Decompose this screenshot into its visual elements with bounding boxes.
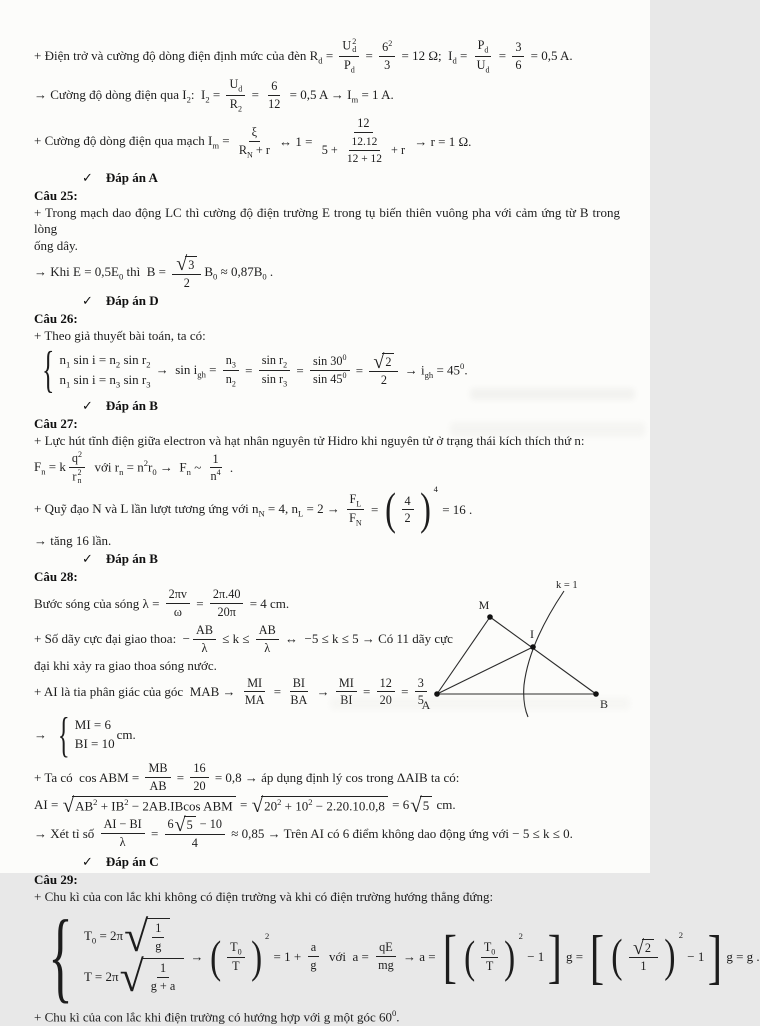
answer-label: Đáp án B bbox=[105, 398, 158, 413]
math-line: → Xét tỉ số $\frac{AI - BI}{\lambda}$ = 6 √ 5 − 10 4 ≈ 0,85 → Trên AI có 6 điểm không dao động ứng với − 5 ≤ k ≤ 0. bbox=[34, 813, 573, 851]
math-line: + Chu kì của con lắc khi điện trường có hướng hợp với g một góc $60^0$. bbox=[34, 1007, 400, 1025]
answer-line bbox=[82, 170, 620, 186]
answer-label: Đáp án C bbox=[105, 854, 159, 870]
math-line: + Quỹ đạo N và L lần lượt tương ứng với $n_N = 4$, $n_L = 2$ → $\frac{F_L}{F_N}$ = ( $\frac{4}{2}$ ) 4 = 16 . bbox=[34, 484, 473, 535]
question-heading: Câu 26: bbox=[34, 311, 78, 327]
check-icon: ✓ bbox=[82, 293, 93, 309]
check-icon: ✓ bbox=[82, 551, 93, 567]
point-B bbox=[593, 691, 599, 697]
text-line: + Theo giả thuyết bài toán, ta có: bbox=[34, 328, 206, 344]
diagram-label-I: I bbox=[530, 627, 534, 642]
answer-line bbox=[82, 293, 620, 309]
answer-label: Đáp án A bbox=[105, 170, 158, 186]
diagram-label-B: B bbox=[599, 697, 609, 712]
math-line: { $T_0 = 2\pi$ √ $\frac{1}{g}$ T = 2π √ $\frac{1}{g + a}$ → ( $\frac{T_0}{T}$ ) 2 = 1 + $\frac{a}{g}$ với a = $\frac{qE}{mg}$ → a = [ ( $\frac{T_0}{T}$ ) 2 − 1 ] g = [ ( √ 2 1 ) 2 − 1 ] g = g . bbox=[48, 899, 760, 1013]
check-icon: ✓ bbox=[82, 398, 93, 413]
segment-AI bbox=[437, 647, 533, 694]
segment-AM bbox=[437, 617, 490, 694]
segment-MB bbox=[490, 617, 596, 694]
text-line: đại khi xảy ra giao thoa sóng nước. bbox=[34, 657, 217, 673]
question-heading: Câu 29: bbox=[34, 872, 78, 887]
math-line: + AI là tia phân giác của góc MAB → $\frac{MI}{MA}$ = $\frac{BI}{BA}$ → $\frac{MI}{BI}$ = $\frac{12}{20}$ = $\frac{3}{5}$ bbox=[34, 675, 620, 710]
diagram-label-M: M bbox=[478, 598, 490, 613]
solutions-content bbox=[34, 36, 760, 1026]
hyperbola-k1-curve bbox=[524, 591, 564, 717]
solutions-section-top bbox=[34, 37, 620, 567]
math-line: → { MI = 6 BI = 10 cm. bbox=[34, 707, 136, 763]
diagram-label-A: A bbox=[421, 698, 431, 713]
math-line: → Khi $E = 0,5E_0$ thì B = √ 3 2 $B_0 \approx 0,87B_0$ . bbox=[34, 253, 274, 290]
math-line: $F_n = k$ $q^2$ r 2 n với $r_n = n^2r_0 \to F_n$ ~ $\frac{1}{n^4}$ . bbox=[34, 449, 234, 485]
math-line: { $n_1$ $\sin i = n_2$ $\sin r_2$ $n_1$ $\sin i = n_3$ $\sin r_3$ → $\sin i_{gh}$ = $\frac{n_3}{n_2}$ = $\frac{\sin r_2}{\sin r_3}$ = $\frac{\sin 30^0}{\sin 45^0}$ = √ 2 2 → $i_{gh} = 45^0$. bbox=[42, 342, 468, 398]
math-line: + Điện trở và cường độ dòng điện định mức của đèn $R_d$ = U 2 d $P_d$ = $\frac{6^2}{3}$ = 12 Ω; $I_d$ = $\frac{P_d}{U_d}$ = $\frac{3}{6}$ = 0,5 A. bbox=[34, 37, 573, 75]
check-icon: ✓ bbox=[82, 854, 93, 870]
question-heading: Câu 25: bbox=[34, 188, 78, 204]
answer-label: Đáp án B bbox=[105, 551, 158, 567]
solutions-section-bottom bbox=[34, 760, 760, 1025]
math-line: + Số dãy cực đại giao thoa: − $\frac{AB}{\lambda}$ ≤ k ≤ $\frac{AB}{\lambda}$ ↔ −5 ≤ k ≤ 5 → Có 11 dãy cực bbox=[34, 622, 453, 655]
text-line: + Chu kì của con lắc khi không có điện trường và khi có điện trường hướng thẳng đứng: bbox=[34, 888, 494, 904]
math-line: Bước sóng của sóng λ = $\frac{2\pi v}{\omega}$ = $\frac{2\pi.40}{20\pi}$ = 4 cm. bbox=[34, 587, 290, 619]
answer-label: Đáp án D bbox=[105, 293, 159, 309]
answer-line bbox=[82, 854, 620, 870]
text-line: + Trong mạch dao động LC thì cường độ điện trường E trong tụ biến thiên vuông pha với cảm ứng từ B trong lòng bbox=[34, 205, 620, 236]
text-line: → tăng 16 lần. bbox=[34, 533, 112, 549]
question-heading: Câu 27: bbox=[34, 415, 78, 431]
text-line: + Lực hút tĩnh điện giữa electron và hạt nhân nguyên tử Hidro khi nguyên tử ở trạng thái kích thích thứ n: bbox=[34, 432, 585, 448]
math-line: + Cường độ dòng điện qua mạch $I_m$ = $\frac{\xi}{R_N + r}$ ↔ 1 = 12 5 + $\frac{12.12}{12 + 12}$ + r → r = 1 Ω. bbox=[34, 116, 472, 166]
question-28-block bbox=[34, 569, 620, 763]
interference-triangle-diagram bbox=[396, 573, 648, 725]
point-M bbox=[487, 614, 493, 620]
math-line: AI = √ $AB^2 + IB^2 - 2AB.IBcos$ ABM = √ $20^2 + 10^2 - 2.20.10.0,8$ = 6 √ 5 cm. bbox=[34, 792, 456, 818]
diagram-label-k1: k = 1 bbox=[556, 580, 578, 592]
check-icon: ✓ bbox=[82, 170, 93, 186]
point-A bbox=[434, 691, 440, 697]
point-I bbox=[530, 644, 536, 650]
text-line: ống dây. bbox=[34, 237, 78, 253]
math-line: + Ta có cos ABM = $\frac{MB}{AB}$ = $\frac{16}{20}$ = 0,8 → áp dụng định lý cos trong ΔAIB ta có: bbox=[34, 761, 460, 794]
math-line: → Cường độ dòng điện qua $I_2$: $I_2$ = $\frac{U_d}{R_2}$ = $\frac{6}{12}$ = 0,5 $A \to I_m = 1$ A. bbox=[34, 77, 394, 114]
question-heading: Câu 28: bbox=[34, 569, 78, 585]
answer-line bbox=[82, 398, 620, 414]
answer-line bbox=[82, 551, 620, 567]
